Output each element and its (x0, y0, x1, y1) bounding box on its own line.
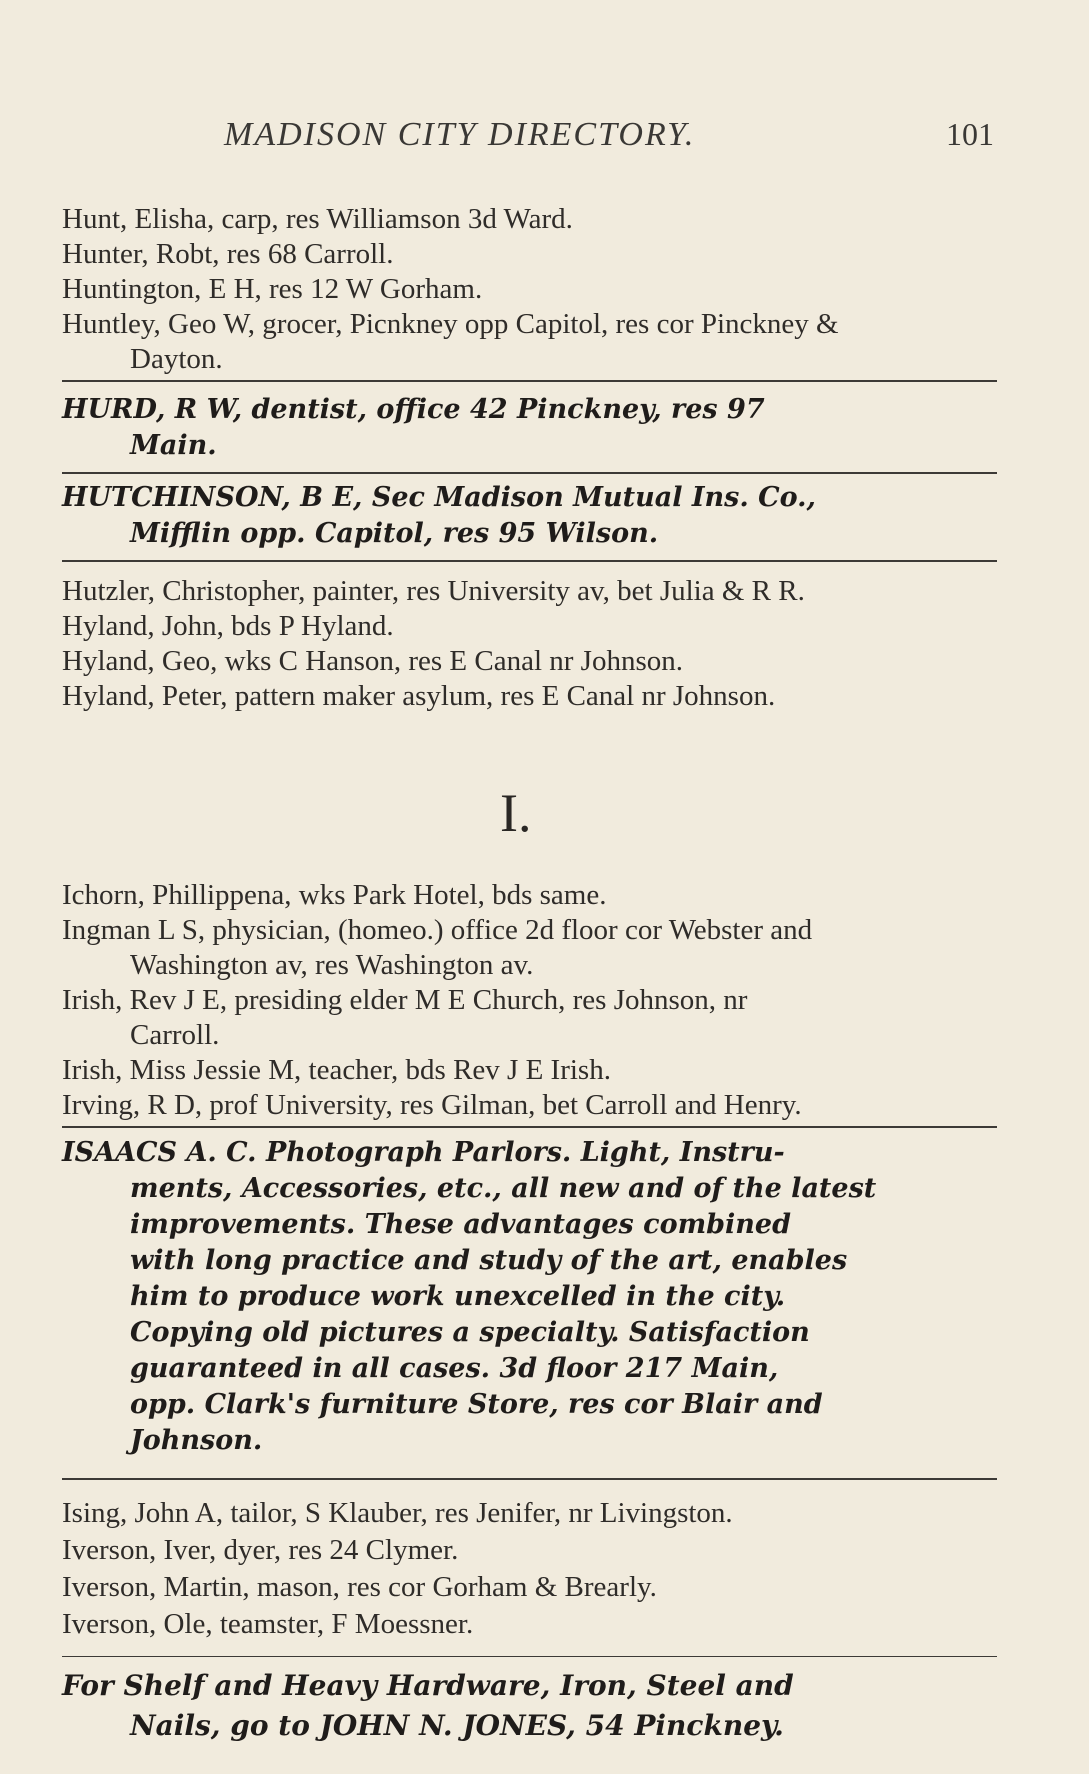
entry-line: Irish, Rev J E, presiding elder M E Church, res Johnson, nr (62, 984, 748, 1016)
ad-continuation: opp. Clark's furniture Store, res cor Blair and (130, 1389, 823, 1420)
ad-continuation: improvements. These advantages combined (130, 1209, 791, 1240)
divider (62, 560, 997, 562)
list-item: Hunt, Elisha, carp, res Williamson 3d Ward. (62, 203, 573, 235)
ad-continuation: with long practice and study of the art, enables (130, 1245, 848, 1276)
ad-continuation: Mifflin opp. Capitol, res 95 Wilson. (130, 518, 659, 549)
entry-continuation: Washington av, res Washington av. (130, 949, 534, 981)
list-item: Hyland, Peter, pattern maker asylum, res E Canal nr Johnson. (62, 680, 776, 712)
ad-line: HUTCHINSON, B E, Sec Madison Mutual Ins. Co., (62, 482, 816, 513)
footer-ad (62, 1666, 1002, 1746)
divider (62, 472, 997, 474)
ad-continuation: ments, Accessories, etc., all new and of the latest (130, 1173, 877, 1204)
list-item-huntley (62, 307, 1002, 377)
list-item: Ichorn, Phillippena, wks Park Hotel, bds same. (62, 879, 607, 911)
list-item: Huntington, E H, res 12 W Gorham. (62, 273, 483, 305)
list-item: Hutzler, Christopher, painter, res University av, bet Julia & R R. (62, 575, 805, 607)
page-header (224, 116, 994, 160)
ad-hutchinson (62, 480, 1007, 552)
section-heading: I. (500, 783, 532, 843)
ad-continuation: guaranteed in all cases. 3d floor 217 Main, (130, 1353, 779, 1384)
entry-line: Huntley, Geo W, grocer, Picnkney opp Capitol, res cor Pinckney & (62, 308, 839, 340)
list-item-ingman (62, 913, 1002, 983)
ad-isaacs (62, 1135, 1007, 1459)
entry-line: Ingman L S, physician, (homeo.) office 2d floor cor Webster and (62, 914, 813, 946)
entry-continuation: Dayton. (130, 343, 223, 375)
list-item: Hunter, Robt, res 68 Carroll. (62, 238, 394, 270)
list-item: Hyland, John, bds P Hyland. (62, 610, 394, 642)
ad-line: HURD, R W, dentist, office 42 Pinckney, res 97 (62, 394, 765, 425)
ad-continuation: Main. (130, 430, 217, 461)
ad-hurd (62, 392, 1007, 464)
list-item: Iverson, Ole, teamster, F Moessner. (62, 1608, 474, 1640)
ad-continuation: Copying old pictures a specialty. Satisfaction (130, 1317, 810, 1348)
page-number: 101 (946, 116, 994, 152)
ad-line: ISAACS A. C. Photograph Parlors. Light, Instru- (62, 1137, 785, 1168)
list-item-irish-rev (62, 983, 1002, 1053)
list-item: Iverson, Martin, mason, res cor Gorham & Brearly. (62, 1571, 657, 1603)
ad-continuation: him to produce work unexcelled in the city. (130, 1281, 786, 1312)
divider (62, 1126, 997, 1128)
ad-continuation: Johnson. (130, 1425, 263, 1456)
list-item: Iverson, Iver, dyer, res 24 Clymer. (62, 1534, 459, 1566)
list-item: Irish, Miss Jessie M, teacher, bds Rev J E Irish. (62, 1054, 611, 1086)
running-title: MADISON CITY DIRECTORY. (224, 116, 696, 153)
footer-ad-line: For Shelf and Heavy Hardware, Iron, Steel and (62, 1669, 794, 1702)
entry-continuation: Carroll. (130, 1019, 220, 1051)
divider (62, 380, 997, 382)
list-item: Ising, John A, tailor, S Klauber, res Jenifer, nr Livingston. (62, 1497, 733, 1529)
list-item: Irving, R D, prof University, res Gilman, bet Carroll and Henry. (62, 1089, 802, 1121)
divider (62, 1656, 997, 1657)
divider (62, 1478, 997, 1480)
footer-ad-line: Nails, go to JOHN N. JONES, 54 Pinckney. (130, 1709, 784, 1742)
list-item: Hyland, Geo, wks C Hanson, res E Canal nr Johnson. (62, 645, 684, 677)
